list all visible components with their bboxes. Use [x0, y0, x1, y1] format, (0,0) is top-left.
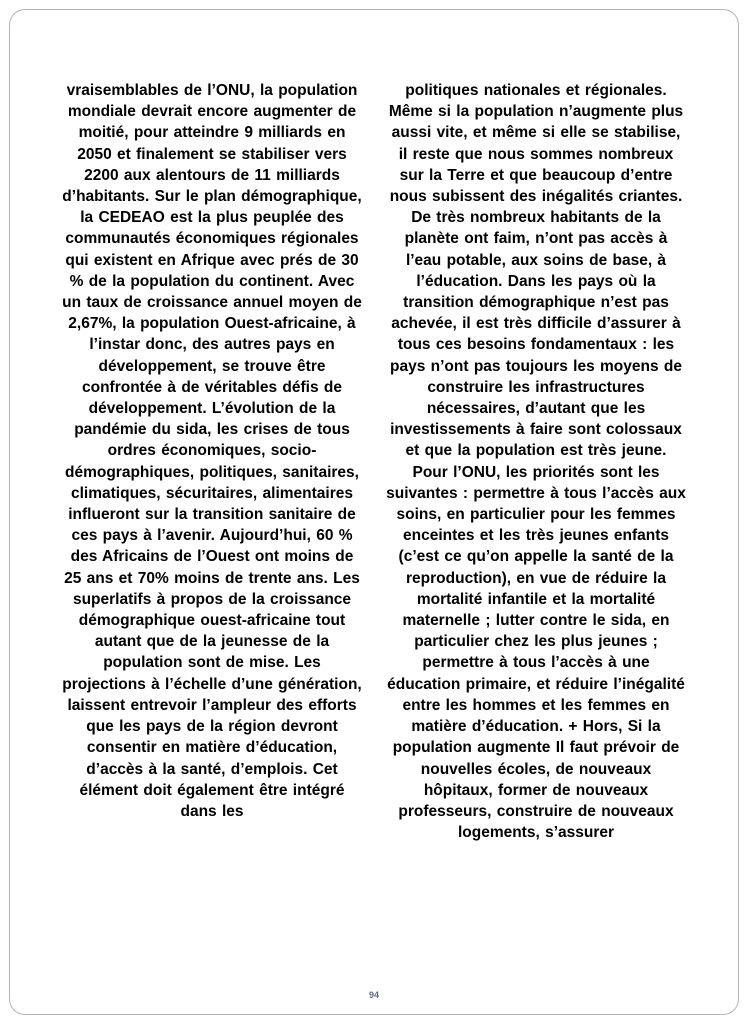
document-body — [62, 80, 686, 843]
text-column-right: politiques nationales et régionales. Même si la population n’augmente plus aussi vite, et même si elle se stabilise, il reste que nous sommes nombreux sur la Terre et que beaucoup d’entre nous subissent des inégalités criantes. De très nombreux habitants de la planète ont faim, n’ont pas accès à l’eau potable, aux soins de base, à l’éducation. Dans les pays où la transition démographique n’est pas achevée, il est très difficile d’assurer à tous ces besoins fondamentaux : les pays n’ont pas toujours les moyens de construire les infrastructures nécessaires, d’autant que les investissements à faire sont colossaux et que la population est très jeune. Pour l’ONU, les priorités sont les suivantes : permettre à tous l’accès aux soins, en particulier pour les femmes enceintes et les très jeunes enfants (c’est ce qu’on appelle la santé de la reproduction), en vue de réduire la mortalité infantile et la mortalité maternelle ; lutter contre le sida, en particulier chez les plus jeunes ; permettre à tous l’accès à une éducation primaire, et réduire l’inégalité entre les hommes et les femmes en matière d’éducation. + Hors, Si la population augmente Il faut prévoir de nouvelles écoles, de nouveaux hôpitaux, former de nouveaux professeurs, construire de nouveaux logements, s’assurer — [386, 82, 686, 842]
text-column-left: vraisemblables de l’ONU, la population mondiale devrait encore augmenter de moitié, pour atteindre 9 milliards en 2050 et finalement se stabiliser vers 2200 aux alentours de 11 milliards d’habitants. Sur le plan démographique, la CEDEAO est la plus peuplée des communautés économiques régionales qui existent en Afrique avec prés de 30 % de la population du continent. Avec un taux de croissance annuel moyen de 2,67%, la population Ouest-africaine, à l’instar donc, des autres pays en développement, se trouve être confrontée à de véritables défis de développement. L’évolution de la pandémie du sida, les crises de tous ordres économiques, socio-démographiques, politiques, sanitaires, climatiques, sécuritaires, alimentaires influeront sur la transition sanitaire de ces pays à l’avenir. Aujourd’hui, 60 % des Africains de l’Ouest ont moins de 25 ans et 70% moins de trente ans. Les superlatifs à propos de la croissance démographique ouest-africaine tout autant que de la jeunesse de la population sont de mise. Les projections à l’échelle d’une génération, laissent entrevoir l’ampleur des efforts que les pays de la région devront consentir en matière d’éducation, d’accès à la santé, d’emplois. Cet élément doit également être intégré dans les — [62, 82, 362, 820]
page-number: 94 — [368, 990, 379, 1000]
